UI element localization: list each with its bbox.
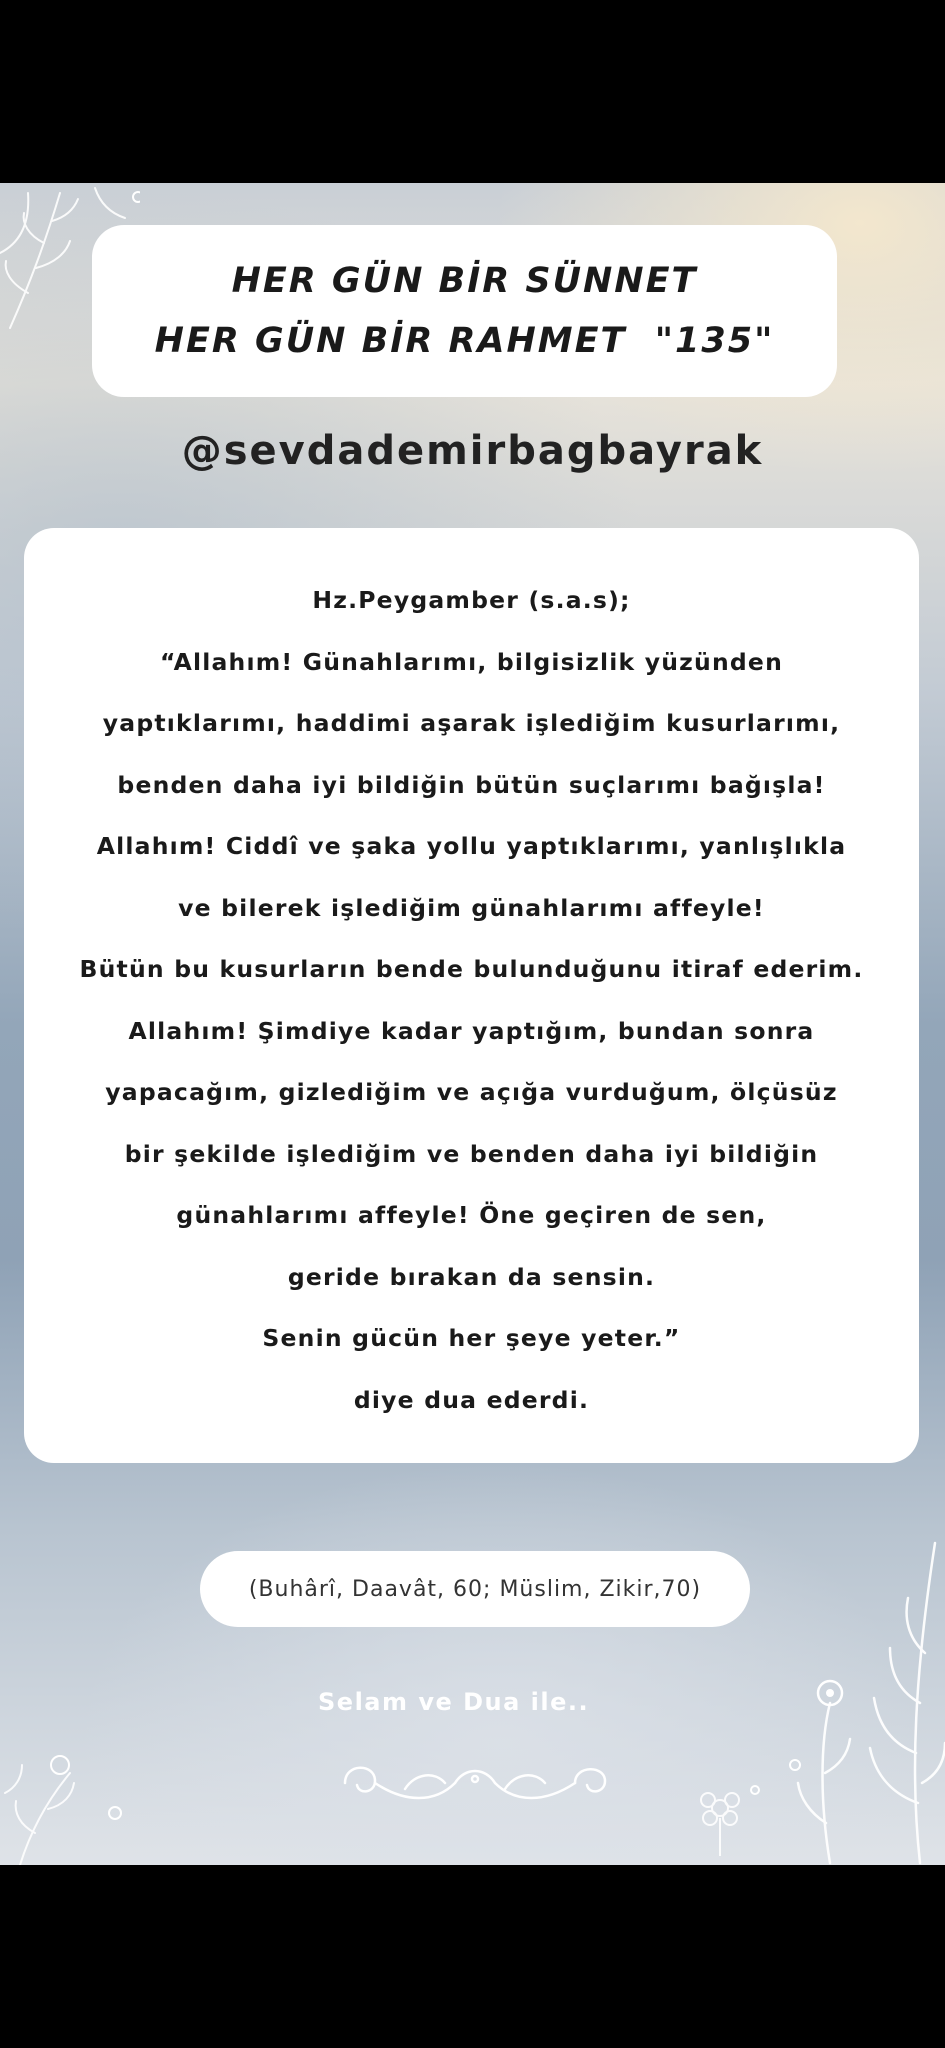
hadith-text [24, 570, 919, 1431]
hadith-card [24, 528, 919, 1463]
hadith-line: günahlarımı affeyle! Öne geçiren de sen, [176, 1201, 767, 1229]
botanical-bottom-left-icon [0, 1743, 130, 1865]
hadith-line: Hz.Peygamber (s.a.s); [312, 586, 631, 614]
source-citation: (Buhârî, Daavât, 60; Müslim, Zikir,70) [200, 1551, 750, 1627]
hadith-line: diye dua ederdi. [353, 1385, 590, 1414]
hadith-line: Bütün bu kusurların bende bulunduğunu itiraf ederim. [79, 955, 864, 983]
hadith-line: geride bırakan da sensin. [287, 1262, 656, 1291]
hadith-line: yapacağım, gizlediğim ve açığa vurduğum, ölçüsüz [105, 1078, 838, 1106]
title-line-1: HER GÜN BİR SÜNNET [231, 261, 698, 301]
hadith-line: bir şekilde işlediğim ve benden daha iyi bildiğin [124, 1139, 819, 1168]
hadith-line: Senin gücün her şeye yeter.” [262, 1324, 681, 1352]
title-line-2: HER GÜN BİR RAHMET "135" [154, 321, 775, 361]
title-card [92, 225, 837, 397]
hadith-line: yaptıklarımı, haddimi aşarak işlediğim kusurlarımı, [102, 709, 841, 737]
hadith-line: benden daha iyi bildiğin bütün suçlarımı bağışla! [117, 770, 826, 799]
closing-text: Selam ve Dua ile.. [318, 1688, 590, 1716]
flower-icon [680, 1778, 760, 1858]
botanical-bottom-right-icon [770, 1503, 945, 1865]
poster-image [0, 183, 945, 1865]
hadith-line: ve bilerek işlediğim günahlarımı affeyle! [178, 893, 765, 922]
hadith-line: Allahım! Şimdiye kadar yaptığım, bundan sonra [128, 1016, 815, 1045]
hadith-line: Allahım! Ciddî ve şaka yollu yaptıklarımı, yanlışlıkla [96, 832, 847, 860]
hadith-line: “Allahım! Günahlarımı, bilgisizlik yüzünden [159, 647, 783, 676]
ornament-flourish-icon [325, 1753, 625, 1813]
author-handle: @sevdademirbagbayrak [181, 428, 764, 474]
